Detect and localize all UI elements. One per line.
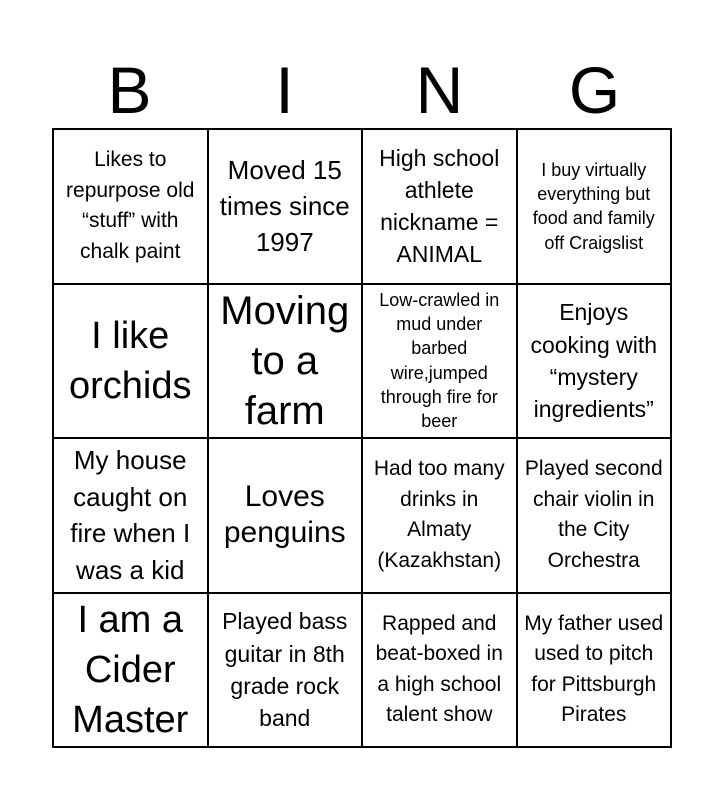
bingo-cell[interactable] — [53, 593, 208, 748]
bingo-cell[interactable] — [53, 438, 208, 593]
cell-text: Moving to a farm — [220, 288, 350, 433]
cell-text: I am a Cider Master — [72, 598, 189, 741]
cell-text: Enjoys cooking with “mystery ingredients” — [530, 299, 658, 422]
bingo-cell[interactable] — [208, 438, 363, 593]
header-letter-n: N — [415, 53, 464, 127]
bingo-cell[interactable] — [362, 593, 517, 748]
cell-text: Loves penguins — [223, 480, 346, 550]
cell-text: My house caught on fire when I was a kid — [70, 445, 191, 585]
bingo-grid — [52, 128, 672, 748]
cell-text: Played second chair violin in the City Orchestra — [524, 457, 663, 572]
bingo-cell[interactable] — [517, 438, 672, 593]
bingo-cell[interactable] — [362, 284, 517, 439]
bingo-cell[interactable] — [517, 129, 672, 284]
header-letter-g: G — [568, 53, 621, 127]
bingo-cell[interactable] — [362, 129, 517, 284]
header-letter-i: I — [275, 53, 294, 127]
cell-text: Moved 15 times since 1997 — [219, 154, 350, 258]
bingo-cell[interactable] — [208, 284, 363, 439]
bingo-cell[interactable] — [208, 593, 363, 748]
cell-text: Low-crawled in mud under barbed wire,jumped through fire for beer — [379, 289, 500, 432]
bingo-cell[interactable] — [517, 284, 672, 439]
bingo-cell[interactable] — [517, 593, 672, 748]
bingo-cell[interactable] — [208, 129, 363, 284]
header-letter-b: B — [107, 53, 152, 127]
cell-text: Likes to repurpose old “stuff” with chalk paint — [66, 148, 195, 263]
bingo-cell[interactable] — [53, 284, 208, 439]
cell-text: Had too many drinks in Almaty (Kazakhstan) — [373, 457, 505, 572]
cell-text: My father used used to pitch for Pittsburgh Pirates — [524, 611, 664, 727]
cell-text: Rapped and beat-boxed in a high school talent show — [375, 611, 503, 727]
bingo-cell[interactable] — [53, 129, 208, 284]
bingo-cell[interactable] — [362, 438, 517, 593]
cell-text: Played bass guitar in 8th grade rock band — [222, 608, 348, 731]
cell-text: I buy virtually everything but food and family off Craigslist — [532, 159, 655, 253]
cell-text: High school athlete nickname = ANIMAL — [379, 144, 500, 268]
cell-text: I like orchids — [69, 314, 192, 407]
bingo-header — [52, 52, 672, 128]
